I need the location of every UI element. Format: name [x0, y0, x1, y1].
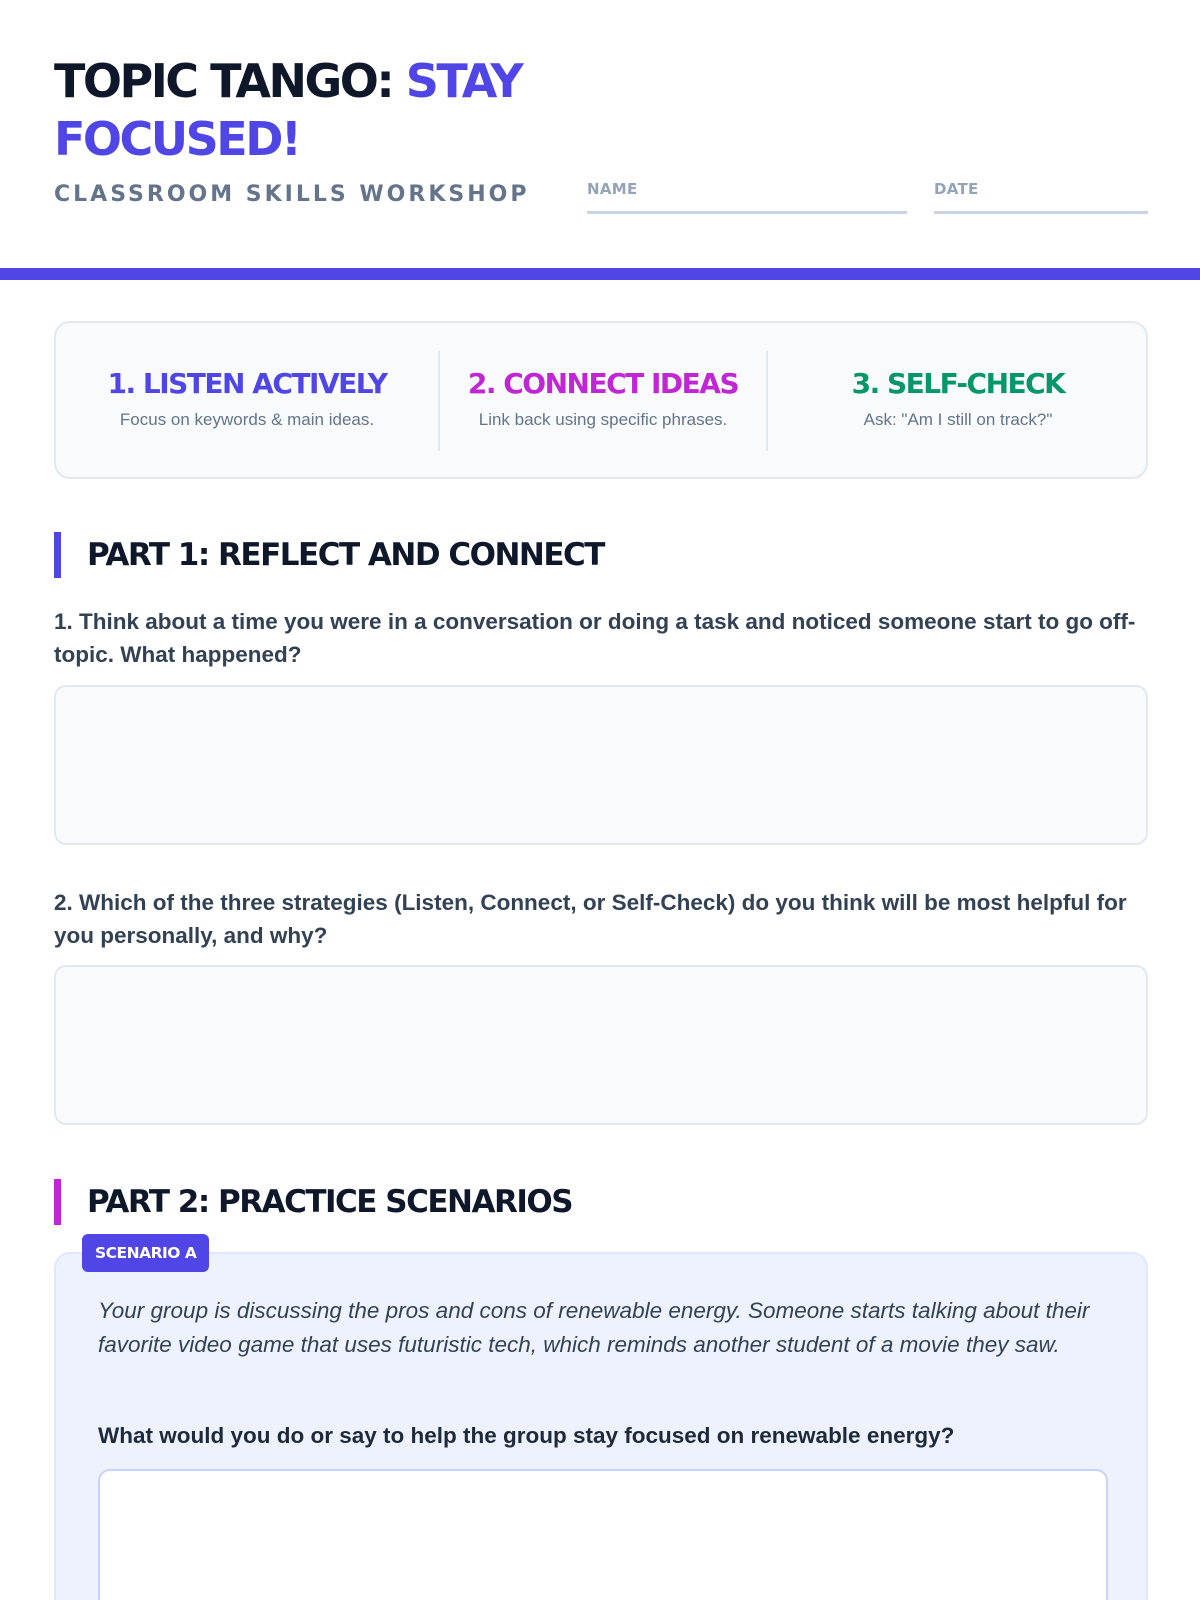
title-main: TOPIC TANGO:	[54, 54, 393, 108]
part2-heading: PART 2: PRACTICE SCENARIOS	[54, 1179, 572, 1225]
name-field[interactable]	[587, 180, 907, 214]
scenario-a-answer-box[interactable]	[98, 1469, 1108, 1600]
strategy-title: 3. SELF-CHECK	[851, 367, 1065, 400]
page-subtitle: CLASSROOM SKILLS WORKSHOP	[54, 182, 530, 207]
strategy-listen	[56, 323, 438, 477]
strategy-description: Ask: "Am I still on track?"	[863, 410, 1053, 429]
name-label: NAME	[587, 180, 638, 198]
header-divider	[0, 268, 1200, 280]
title-accent-stay: STAY	[405, 54, 522, 108]
scenario-a-card	[54, 1252, 1148, 1600]
date-label: DATE	[934, 180, 979, 198]
strategy-title: 1. LISTEN ACTIVELY	[107, 367, 387, 400]
date-field[interactable]	[934, 180, 1148, 214]
worksheet-header	[0, 0, 1200, 268]
scenario-a-badge: SCENARIO A	[82, 1234, 209, 1272]
strategies-panel	[54, 321, 1148, 479]
part1-heading: PART 1: REFLECT AND CONNECT	[54, 532, 604, 578]
strategy-description: Focus on keywords & main ideas.	[119, 410, 375, 429]
question-1: 1. Think about a time you were in a conversation or doing a task and noticed someone start to go off-topic. What happened?	[54, 609, 1136, 667]
strategy-connect	[440, 323, 766, 477]
page-title	[54, 52, 614, 168]
strategy-title: 2. CONNECT IDEAS	[467, 367, 739, 400]
scenario-a-text: Your group is discussing the pros and cons of renewable energy. Someone starts talking about their favorite video game that uses futuristic tech, which reminds another student of a movie they saw.	[98, 1298, 1090, 1357]
question-2: 2. Which of the three strategies (Listen, Connect, or Self-Check) do you think will be most helpful for you personally, and why?	[54, 890, 1127, 948]
strategy-self-check	[768, 323, 1148, 477]
scenario-a-question: What would you do or say to help the group stay focused on renewable energy?	[98, 1423, 955, 1448]
strategy-description: Link back using specific phrases.	[478, 410, 728, 429]
answer-box-2[interactable]	[54, 965, 1148, 1125]
title-accent-focused: FOCUSED!	[54, 112, 300, 166]
answer-box-1[interactable]	[54, 685, 1148, 845]
